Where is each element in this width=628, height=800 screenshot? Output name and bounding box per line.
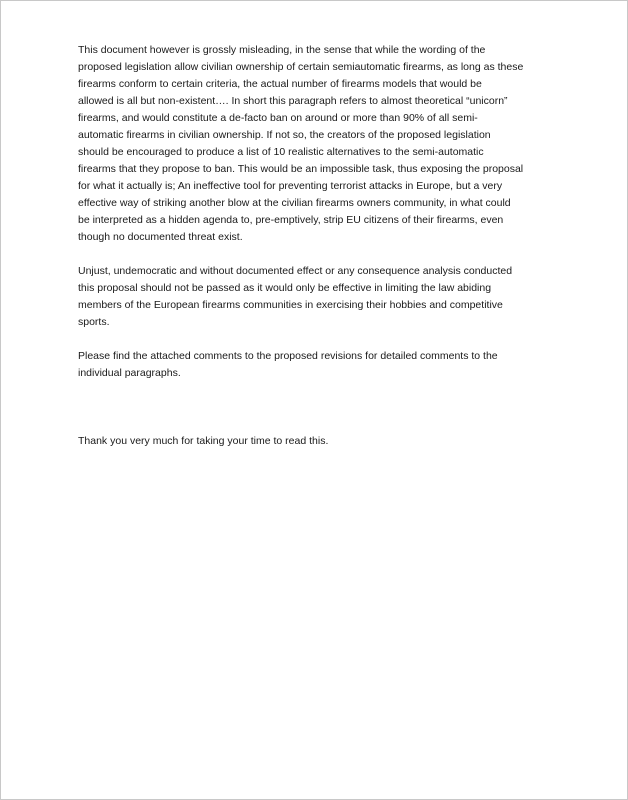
paragraph-spacer	[78, 246, 558, 263]
text-line: individual paragraphs.	[78, 367, 181, 379]
text-line: for what it actually is; An ineffective tool for preventing terrorist attacks in Europe, but a very	[78, 180, 503, 192]
text-line: be interpreted as a hidden agenda to, pre-emptively, strip EU citizens of their firearms, even	[78, 214, 504, 226]
text-line: this proposal should not be passed as it would only be effective in limiting the law abiding	[78, 282, 492, 294]
text-line: though no documented threat exist.	[78, 231, 243, 243]
text-line: automatic firearms in civilian ownership. If not so, the creators of the proposed legislation	[78, 129, 491, 141]
text-line: sports.	[78, 316, 110, 328]
paragraph-misleading	[78, 42, 558, 246]
text-line: members of the European firearms communities in exercising their hobbies and competitive	[78, 299, 503, 311]
text-line: firearms conform to certain criteria, the actual number of firearms models that would be	[78, 78, 482, 90]
text-line: This document however is grossly misleading, in the sense that while the wording of the	[78, 44, 486, 56]
paragraph-spacer	[78, 331, 558, 348]
text-line: Please find the attached comments to the proposed revisions for detailed comments to the	[78, 350, 498, 362]
text-line: Thank you very much for taking your time to read this.	[78, 435, 329, 447]
paragraph-thanks	[78, 433, 558, 450]
text-line: should be encouraged to produce a list of 10 realistic alternatives to the semi-automatic	[78, 146, 484, 158]
text-line: firearms, and would constitute a de-facto ban on around or more than 90% of all semi-	[78, 112, 478, 124]
text-line: effective way of striking another blow at the civilian firearms owners community, in what could	[78, 197, 511, 209]
document-body	[78, 42, 558, 450]
paragraph-attached-comments	[78, 348, 558, 382]
paragraph-spacer	[78, 382, 558, 433]
text-line: proposed legislation allow civilian ownership of certain semiautomatic firearms, as long as these	[78, 61, 524, 73]
text-line: allowed is all but non-existent…. In short this paragraph refers to almost theoretical “unicorn”	[78, 95, 508, 107]
text-line: Unjust, undemocratic and without documented effect or any consequence analysis conducted	[78, 265, 513, 277]
paragraph-unjust	[78, 263, 558, 331]
text-line: firearms that they propose to ban. This would be an impossible task, thus exposing the proposal	[78, 163, 524, 175]
